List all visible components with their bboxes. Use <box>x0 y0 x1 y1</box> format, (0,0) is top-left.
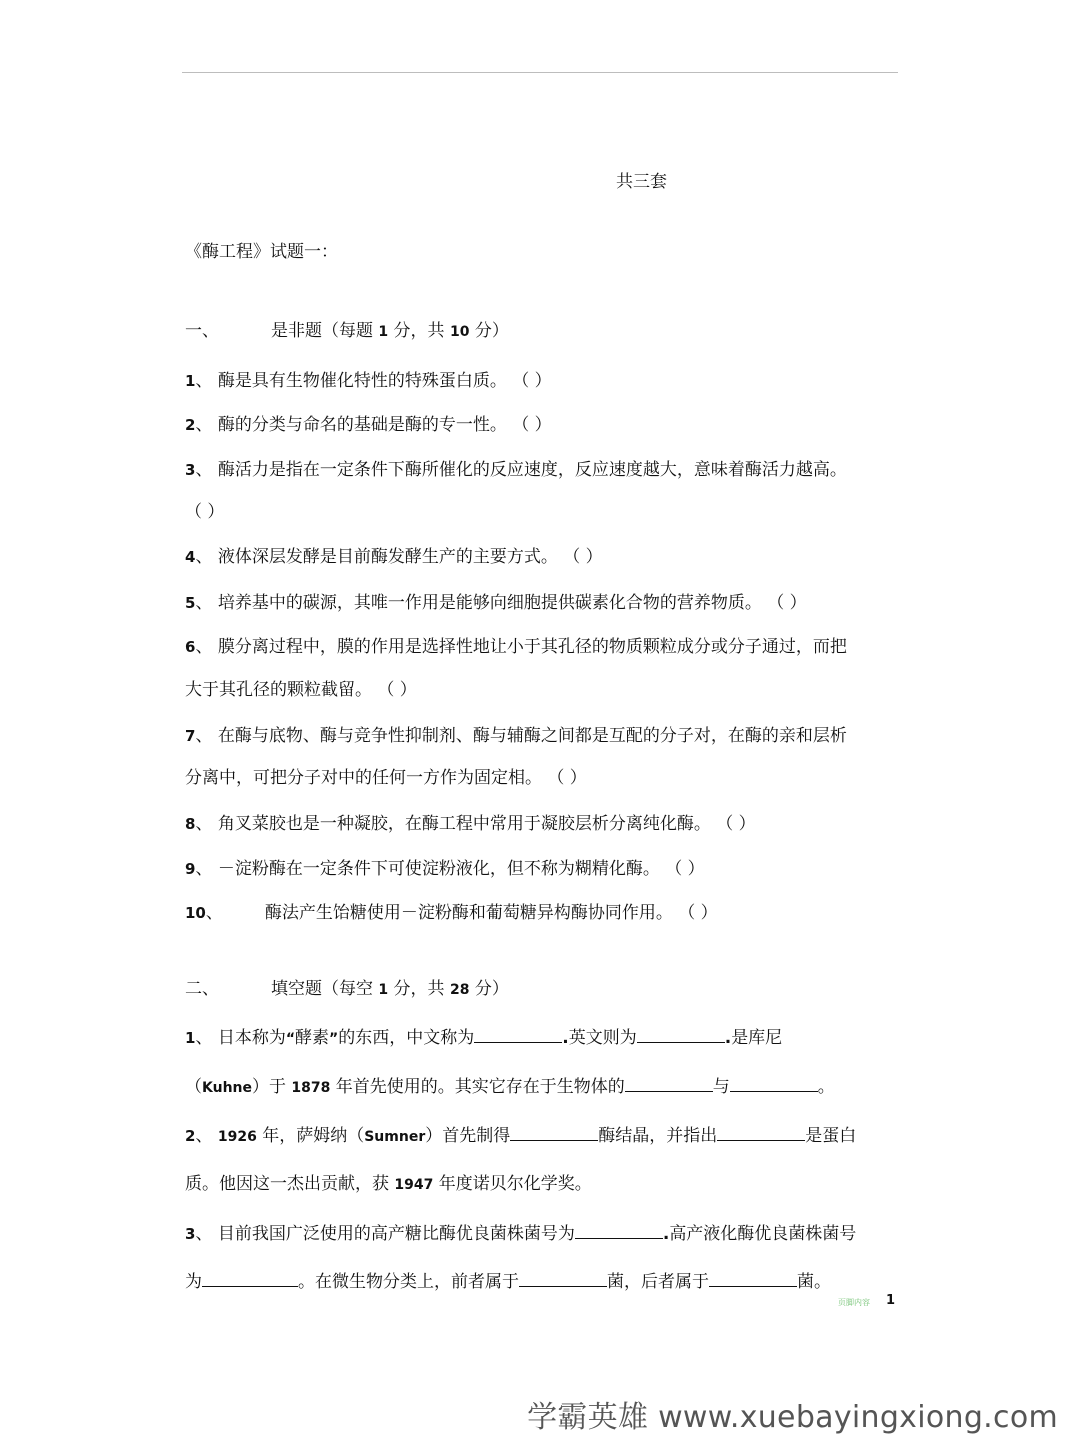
section2-heading <box>185 974 509 999</box>
answer-blank[interactable] <box>474 1028 562 1043</box>
tf-item-9: 9、 －淀粉酶在一定条件下可使淀粉液化，但不称为糊精化酶。 （ ） <box>185 859 705 879</box>
item-number: 7 <box>185 727 196 745</box>
q2-text-d: 是蛋白 <box>805 1126 857 1146</box>
q3-text-d: 。在微生物分类上，前者属于 <box>298 1272 519 1292</box>
section2-title-a: 填空题（每空 <box>271 979 379 999</box>
fill-item-1: 1、 日本称为“酵素”的东西，中文称为 .英文则为 .是库尼 <box>185 1028 783 1048</box>
tf-item-4: 4、 液体深层发酵是目前酶发酵生产的主要方式。 （ ） <box>185 547 603 567</box>
item-number: 2 <box>185 1127 196 1145</box>
item-number: 6 <box>185 638 196 656</box>
q1-name: Kuhne <box>202 1080 252 1096</box>
q1-text-e: 是库尼 <box>731 1028 783 1048</box>
q2-year: 1926 <box>217 1129 257 1145</box>
item-number: 10 <box>185 904 206 922</box>
item-text: 角叉菜胶也是一种凝胶，在酶工程中常用于凝胶层析分离纯化酶。 （ ） <box>217 814 756 834</box>
section1-title-b: 分，共 <box>388 321 450 341</box>
item-text: 酶是具有生物催化特性的特殊蛋白质。 （ ） <box>217 371 552 391</box>
item-text: 酶法产生饴糖使用－淀粉酶和葡萄糖异构酶协同作用。 （ ） <box>264 903 718 923</box>
q2-text-b: ）首先制得 <box>425 1126 511 1146</box>
q1-text-c: 的东西，中文称为 <box>338 1028 475 1048</box>
q1-dot: . <box>724 1028 732 1048</box>
q1-text-d: 英文则为 <box>568 1028 637 1048</box>
q1-text-h: 与 <box>712 1077 730 1097</box>
q1-end: 。 <box>817 1077 835 1097</box>
item-text: 在酶与底物、酶与竞争性抑制剂、酶与辅酶之间都是互配的分子对，在酶的亲和层析 <box>217 726 847 746</box>
tf-item-5: 5、 培养基中的碳源，其唯一作用是能够向细胞提供碳素化合物的营养物质。 （ ） <box>185 593 807 613</box>
q1-paren-open: （ <box>185 1077 202 1097</box>
section2-number: 二、 <box>185 979 219 999</box>
tf-item-3: 3、 酶活力是指在一定条件下酶所催化的反应速度，反应速度越大，意味着酶活力越高。 <box>185 460 847 480</box>
q3-text-f: 菌。 <box>797 1272 831 1292</box>
answer-blank[interactable] <box>510 1126 598 1141</box>
tf-item-1: 1、 酶是具有生物催化特性的特殊蛋白质。 （ ） <box>185 371 552 391</box>
q1-quote-close: ” <box>329 1031 339 1047</box>
section2-points-each: 1 <box>378 982 389 998</box>
item-text: 膜分离过程中，膜的作用是选择性地让小于其孔径的物质颗粒成分或分子通过，而把 <box>217 637 847 657</box>
footer-label: 页脚内容 <box>838 1298 870 1307</box>
tf-item-6-cont: 大于其孔径的颗粒截留。 （ ） <box>185 680 417 700</box>
answer-blank[interactable] <box>717 1126 805 1141</box>
tf-item-2: 2、 酶的分类与命名的基础是酶的专一性。 （ ） <box>185 415 552 435</box>
q2-text-f: 年度诺贝尔化学奖。 <box>433 1174 592 1194</box>
item-number: 5 <box>185 594 196 612</box>
q1-year: 1878 <box>291 1080 331 1096</box>
answer-blank[interactable] <box>709 1272 797 1287</box>
tf-item-7-cont: 分离中，可把分子对中的任何一方作为固定相。 （ ） <box>185 768 587 788</box>
item-text: 酶的分类与命名的基础是酶的专一性。 （ ） <box>217 415 552 435</box>
q3-text-b: 高产液化酶优良菌株菌号 <box>669 1224 857 1244</box>
q3-dot: . <box>662 1224 670 1244</box>
answer-blank[interactable] <box>730 1077 818 1092</box>
q2-year2: 1947 <box>394 1177 434 1193</box>
q2-text-a: 年，萨姆纳（ <box>256 1126 365 1146</box>
q3-text-c: 为 <box>185 1272 202 1292</box>
item-number: 3 <box>185 1225 196 1243</box>
section1-heading <box>185 316 509 341</box>
section1-points-each: 1 <box>378 324 389 340</box>
q2-text-e: 质。他因这一杰出贡献，获 <box>185 1174 395 1194</box>
exam-title: 《酶工程》试题一： <box>185 242 338 262</box>
section2-title-c: 分） <box>469 979 509 999</box>
section2-points-total: 28 <box>449 982 470 998</box>
page-number: 1 <box>886 1293 896 1308</box>
item-number: 4 <box>185 548 196 566</box>
answer-blank[interactable] <box>519 1272 607 1287</box>
section2-title-b: 分，共 <box>388 979 450 999</box>
tf-item-8: 8、 角叉菜胶也是一种凝胶，在酶工程中常用于凝胶层析分离纯化酶。 （ ） <box>185 814 756 834</box>
section1-points-total: 10 <box>449 324 470 340</box>
fill-item-1-cont <box>185 1072 835 1097</box>
tf-item-6: 6、 膜分离过程中，膜的作用是选择性地让小于其孔径的物质颗粒成分或分子通过，而把 <box>185 637 847 657</box>
q1-dot: . <box>562 1028 569 1048</box>
answer-blank[interactable] <box>202 1272 298 1287</box>
q2-text-c: 酶结晶，并指出 <box>598 1126 718 1146</box>
answer-blank[interactable] <box>637 1028 725 1043</box>
header-rule <box>182 72 898 73</box>
item-text: 酶活力是指在一定条件下酶所催化的反应速度，反应速度越大，意味着酶活力越高。 <box>217 460 847 480</box>
item-number: 1 <box>185 372 196 390</box>
tf-item-3-cont: （ ） <box>185 502 225 522</box>
q1-text-g: 年首先使用的。其实它存在于生物体的 <box>330 1077 625 1097</box>
section1-number: 一、 <box>185 321 219 341</box>
item-number: 9 <box>185 860 196 878</box>
tf-item-10: 10、 酶法产生饴糖使用－淀粉酶和葡萄糖异构酶协同作用。 （ ） <box>185 903 718 923</box>
fill-item-2: 2、 1926 年，萨姆纳（Sumner）首先制得 酶结晶，并指出 是蛋白 <box>185 1126 857 1146</box>
q2-name: Sumner <box>364 1129 426 1145</box>
q1-text-a: 日本称为 <box>217 1028 286 1048</box>
item-number: 3 <box>185 461 196 479</box>
section1-title-c: 分） <box>469 321 509 341</box>
item-text: －淀粉酶在一定条件下可使淀粉液化，但不称为糊精化酶。 （ ） <box>217 859 705 879</box>
fill-item-2-cont <box>185 1169 592 1194</box>
item-text: 液体深层发酵是目前酶发酵生产的主要方式。 （ ） <box>217 547 603 567</box>
q1-quote-open: “ <box>285 1031 296 1047</box>
item-number: 8 <box>185 815 196 833</box>
q1-paren-close: ）于 <box>252 1077 292 1097</box>
item-text: 培养基中的碳源，其唯一作用是能够向细胞提供碳素化合物的营养物质。 （ ） <box>217 593 807 613</box>
q3-text-e: 菌，后者属于 <box>607 1272 709 1292</box>
answer-blank[interactable] <box>625 1077 713 1092</box>
item-number: 1 <box>185 1029 196 1047</box>
fill-item-3: 3、 目前我国广泛使用的高产糖比酶优良菌株菌号为 .高产液化酶优良菌株菌号 <box>185 1224 857 1244</box>
subtitle: 共三套 <box>616 172 667 192</box>
tf-item-7: 7、 在酶与底物、酶与竞争性抑制剂、酶与辅酶之间都是互配的分子对，在酶的亲和层析 <box>185 726 847 746</box>
q3-text-a: 目前我国广泛使用的高产糖比酶优良菌株菌号为 <box>217 1224 575 1244</box>
section1-title-a: 是非题（每题 <box>271 321 379 341</box>
item-number: 2 <box>185 416 196 434</box>
site-watermark: 学霸英雄 www.xuebayingxiong.com <box>527 1400 1058 1435</box>
fill-item-3-cont <box>185 1267 831 1292</box>
answer-blank[interactable] <box>575 1224 663 1239</box>
q1-text-b: 酵素 <box>295 1028 330 1048</box>
